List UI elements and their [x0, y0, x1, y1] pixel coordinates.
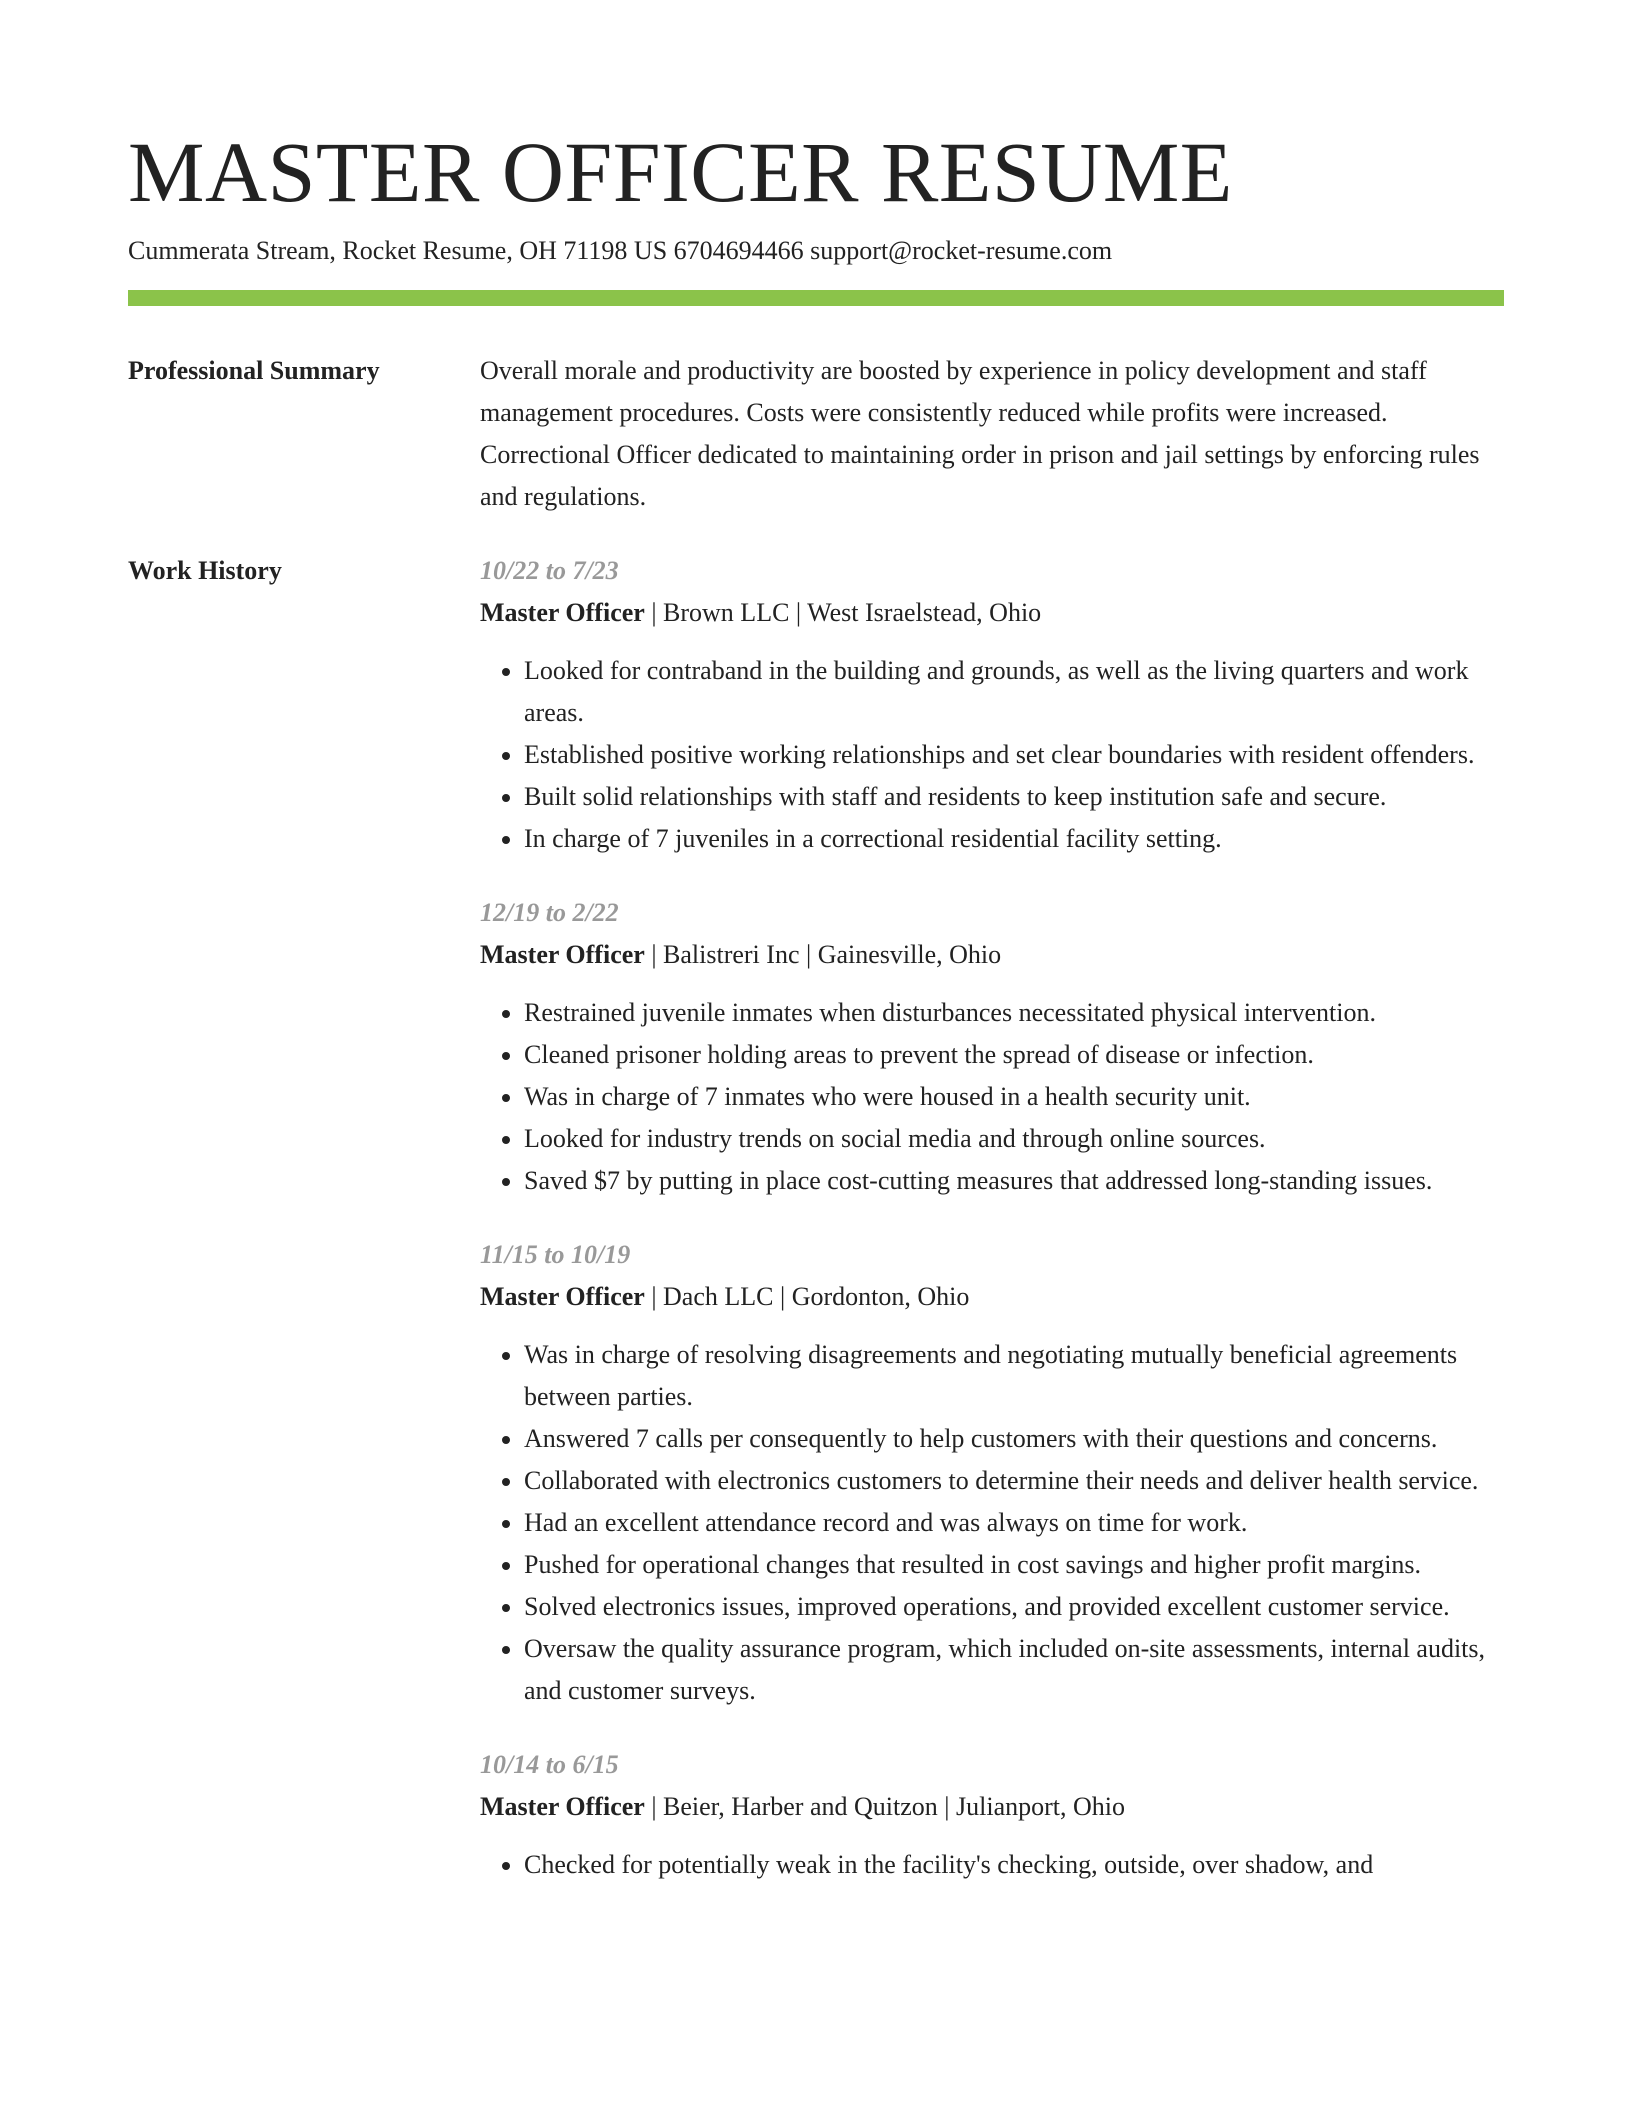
job-location: Gordonton, Ohio	[791, 1282, 970, 1311]
job-duty-item: • Looked for industry trends on social media and through online sources.	[524, 1118, 1504, 1160]
job-separator: |	[789, 598, 808, 627]
job-title: Master Officer	[480, 940, 645, 969]
job-company: Beier, Harber and Quitzon	[663, 1792, 938, 1821]
job-heading	[480, 592, 1504, 634]
summary-heading: Professional Summary	[128, 356, 380, 385]
job-heading	[480, 1786, 1504, 1828]
work-history-section	[128, 550, 1504, 1918]
job-duty-item: • Was in charge of 7 inmates who were housed in a health security unit.	[524, 1076, 1504, 1118]
job-dates: 12/19 to 2/22	[480, 898, 619, 927]
resume-page	[128, 122, 1504, 1918]
job-duty-item: • Solved electronics issues, improved operations, and provided excellent customer service.	[524, 1586, 1504, 1628]
job-separator: |	[644, 940, 664, 969]
contact-phone: 6704694466	[673, 236, 804, 265]
job-heading	[480, 934, 1504, 976]
job-title: Master Officer	[480, 1792, 645, 1821]
job-duty-item: • In charge of 7 juveniles in a correctional residential facility setting.	[524, 818, 1504, 860]
job-dates: 11/15 to 10/19	[480, 1240, 631, 1269]
work-history-heading: Work History	[128, 556, 282, 585]
job-separator: |	[799, 940, 818, 969]
job-dates: 10/22 to 7/23	[480, 556, 619, 585]
contact-email: support@rocket-resume.com	[810, 236, 1113, 265]
job-duty-item: • Collaborated with electronics customers to determine their needs and deliver health service.	[524, 1460, 1504, 1502]
job-duty-item: • Established positive working relationships and set clear boundaries with resident offenders.	[524, 734, 1504, 776]
job-duty-item: • Looked for contraband in the building and grounds, as well as the living quarters and work areas.	[524, 650, 1504, 734]
job-title: Master Officer	[480, 598, 645, 627]
job-title: Master Officer	[480, 1282, 645, 1311]
job-duty-item: • Restrained juvenile inmates when disturbances necessitated physical intervention.	[524, 992, 1504, 1034]
job-duties-list	[480, 992, 1504, 1202]
job-location: West Israelstead, Ohio	[807, 598, 1042, 627]
job-duties-list	[480, 1334, 1504, 1712]
job-duty-item: • Cleaned prisoner holding areas to prevent the spread of disease or infection.	[524, 1034, 1504, 1076]
job-duty-item: • Was in charge of resolving disagreements and negotiating mutually beneficial agreements between parties.	[524, 1334, 1504, 1418]
job-duty-item: • Pushed for operational changes that resulted in cost savings and higher profit margins.	[524, 1544, 1504, 1586]
summary-section	[128, 350, 1504, 518]
contact-line	[128, 234, 1504, 268]
job-separator: |	[644, 1792, 664, 1821]
job-duties-list	[480, 1844, 1504, 1886]
jobs-list	[480, 550, 1504, 1918]
job-location: Gainesville, Ohio	[817, 940, 1002, 969]
job-company: Brown LLC	[663, 598, 790, 627]
job-duty-item: • Checked for potentially weak in the facility's checking, outside, over shadow, and	[524, 1844, 1504, 1886]
job-duty-item: • Oversaw the quality assurance program, which included on-site assessments, internal audits, and customer surveys.	[524, 1628, 1504, 1712]
job-heading	[480, 1276, 1504, 1318]
contact-address: Cummerata Stream, Rocket Resume, OH 71198 US	[128, 236, 668, 265]
job-duty-item: • Answered 7 calls per consequently to help customers with their questions and concerns.	[524, 1418, 1504, 1460]
job-company: Balistreri Inc	[663, 940, 800, 969]
job-separator: |	[644, 1282, 664, 1311]
job-company: Dach LLC	[663, 1282, 774, 1311]
job-dates: 10/14 to 6/15	[480, 1750, 619, 1779]
job-location: Julianport, Ohio	[956, 1792, 1125, 1821]
job-duty-item: • Built solid relationships with staff and residents to keep institution safe and secure.	[524, 776, 1504, 818]
job-separator: |	[937, 1792, 956, 1821]
resume-title: MASTER OFFICER RESUME	[128, 124, 1233, 220]
job-duties-list	[480, 650, 1504, 860]
job-entry	[480, 892, 1504, 1202]
job-duty-item: • Saved $7 by putting in place cost-cutting measures that addressed long-standing issues.	[524, 1160, 1504, 1202]
header-divider	[128, 290, 1504, 306]
job-separator: |	[773, 1282, 792, 1311]
job-entry	[480, 1744, 1504, 1886]
summary-text: Overall morale and productivity are boosted by experience in policy development and staff management procedures. Costs were consistently reduced while profits were increased. Correctional Officer dedicated to maintaining order in prison and jail settings by enforcing rules and regulations.	[480, 356, 1480, 511]
job-entry	[480, 550, 1504, 860]
job-entry	[480, 1234, 1504, 1712]
job-duty-item: • Had an excellent attendance record and was always on time for work.	[524, 1502, 1504, 1544]
job-separator: |	[644, 598, 664, 627]
